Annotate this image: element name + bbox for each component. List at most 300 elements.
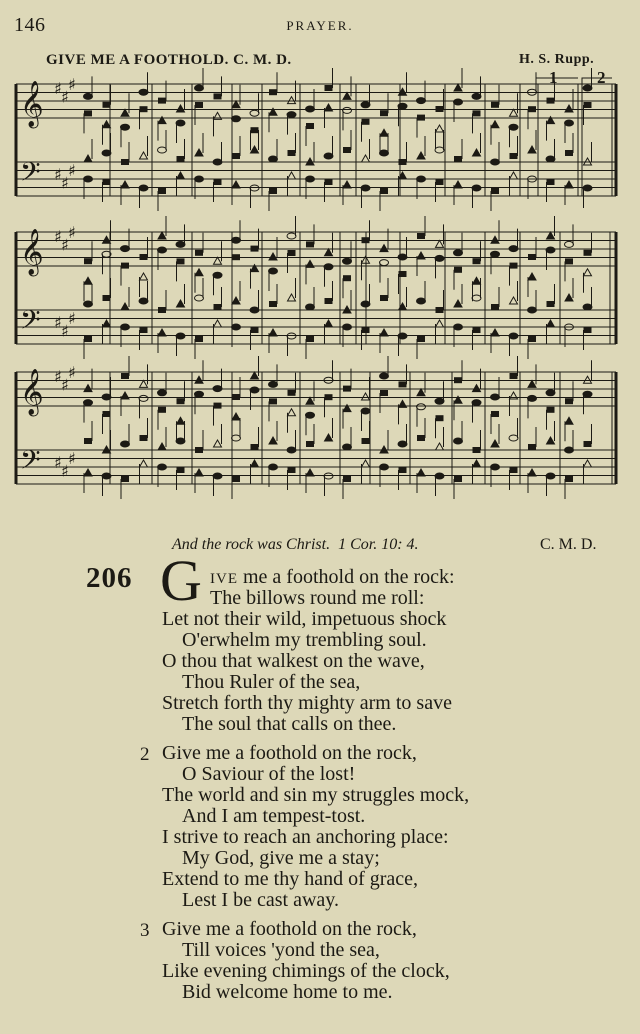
page-number: 146	[14, 14, 46, 36]
note-head	[288, 409, 296, 416]
stanza-3-number: 3	[140, 920, 150, 941]
note-head	[491, 329, 499, 336]
first-ending-number: 1	[549, 68, 558, 87]
note-head	[343, 258, 352, 264]
note-head	[528, 273, 536, 280]
note-head	[325, 104, 333, 111]
note-head	[510, 109, 518, 116]
note-head	[417, 336, 425, 342]
sharp-icon: ♯	[68, 74, 76, 94]
note-head	[195, 391, 204, 397]
note-head	[380, 245, 388, 252]
note-head	[583, 85, 592, 91]
note-head	[214, 440, 222, 447]
note-head	[195, 469, 203, 476]
note-head	[102, 394, 111, 400]
note-head	[287, 112, 296, 118]
note-head	[306, 397, 314, 404]
note-head	[121, 109, 129, 116]
note-head	[84, 277, 92, 284]
note-head	[158, 443, 166, 450]
note-head	[509, 435, 518, 441]
note-head	[195, 295, 204, 301]
note-head	[140, 327, 148, 333]
sharp-icon: ♯	[68, 222, 76, 242]
note-head	[546, 473, 555, 479]
note-head	[362, 460, 370, 467]
note-head	[177, 258, 185, 264]
note-head	[565, 241, 574, 247]
note-head	[121, 392, 129, 399]
note-head	[454, 156, 462, 162]
note-head	[214, 257, 222, 264]
note-head	[121, 303, 129, 310]
note-head	[103, 411, 111, 417]
note-head	[251, 246, 259, 252]
note-head	[213, 272, 222, 278]
note-head	[547, 232, 555, 239]
note-head	[84, 110, 92, 116]
note-head	[177, 417, 185, 424]
note-head	[232, 153, 240, 159]
note-head	[306, 469, 314, 476]
note-head	[547, 301, 555, 307]
sharp-icon: ♯	[68, 160, 76, 180]
note-head	[380, 188, 388, 194]
note-head	[84, 301, 93, 307]
note-head	[528, 146, 536, 153]
note-head	[195, 336, 203, 342]
note-head	[417, 389, 425, 396]
note-head	[306, 304, 315, 310]
note-head	[380, 464, 389, 470]
note-head	[140, 254, 148, 260]
note-head	[361, 185, 370, 191]
note-head	[214, 93, 222, 99]
note-head	[509, 246, 518, 252]
note-head	[361, 301, 370, 307]
note-head	[362, 237, 370, 243]
note-head	[565, 398, 573, 404]
note-head	[584, 376, 592, 383]
note-head	[195, 376, 203, 383]
note-head	[140, 460, 148, 467]
note-head	[269, 188, 277, 194]
note-head	[473, 460, 481, 467]
note-head	[288, 172, 296, 179]
note-head	[584, 250, 592, 256]
note-head	[473, 258, 481, 264]
note-head	[417, 252, 425, 259]
note-head	[343, 275, 351, 281]
note-head	[103, 179, 111, 185]
note-head	[565, 258, 573, 264]
note-head	[306, 336, 314, 342]
note-head	[269, 398, 277, 404]
note-head	[251, 372, 259, 379]
note-head	[362, 119, 370, 125]
note-head	[250, 387, 259, 393]
note-head	[399, 381, 407, 387]
stanza-3-line-1: Give me a foothold on the rock,	[162, 918, 417, 940]
note-head	[473, 149, 481, 156]
note-head	[472, 400, 481, 406]
running-head: PRAYER.	[286, 18, 354, 33]
note-head	[380, 150, 389, 156]
tune-composer: H. S. Rupp.	[519, 52, 595, 67]
note-head	[269, 301, 277, 307]
note-head	[435, 147, 444, 153]
note-head	[269, 329, 277, 336]
stanza-2-line-1: Give me a foothold on the rock,	[162, 742, 417, 764]
note-head	[343, 147, 351, 153]
note-head	[399, 467, 407, 473]
note-head	[195, 85, 204, 91]
note-head	[177, 300, 185, 307]
note-head	[362, 393, 370, 400]
note-head	[454, 181, 462, 188]
note-head	[436, 415, 444, 421]
note-head	[139, 298, 148, 304]
note-head	[583, 391, 592, 397]
stanza-2-line-4: And I am tempest-tost.	[182, 805, 366, 827]
note-head	[269, 268, 278, 274]
note-head	[325, 179, 333, 185]
sharp-icon: ♯	[54, 79, 62, 98]
drop-cap: G	[160, 548, 202, 613]
treble-clef-icon: 𝄞	[20, 81, 44, 127]
stanza-3-line-2: Till voices 'yond the sea,	[182, 939, 380, 961]
note-head	[417, 298, 426, 304]
note-head	[380, 390, 388, 396]
note-head	[584, 441, 592, 447]
note-head	[510, 297, 518, 304]
note-head	[176, 333, 185, 339]
stanza-2-line-3: The world and sin my struggles mock,	[162, 784, 470, 806]
note-head	[509, 333, 518, 339]
note-head	[361, 408, 370, 414]
note-head	[565, 120, 574, 126]
sharp-icon: ♯	[68, 362, 76, 382]
note-head	[436, 443, 444, 450]
note-head	[214, 179, 222, 185]
note-head	[84, 400, 93, 406]
note-head	[195, 176, 204, 182]
note-head	[269, 156, 278, 162]
note-head	[102, 150, 111, 156]
note-head	[565, 105, 573, 112]
stanza-1-line-3: Let not their wild, impetuous shock	[162, 608, 447, 630]
note-head	[343, 324, 352, 330]
note-head	[250, 110, 259, 116]
note-head	[232, 476, 240, 482]
note-head	[546, 390, 555, 396]
music-score	[0, 64, 640, 509]
note-head	[324, 264, 333, 270]
note-head	[436, 125, 444, 132]
note-head	[158, 307, 166, 313]
note-head	[269, 89, 277, 95]
note-head	[472, 185, 481, 191]
note-head	[213, 473, 222, 479]
note-head	[584, 460, 592, 467]
note-head	[232, 181, 240, 188]
note-head	[232, 435, 241, 441]
note-head	[121, 246, 130, 252]
note-head	[325, 394, 333, 400]
note-head	[491, 251, 500, 257]
note-head	[362, 438, 370, 444]
note-head	[436, 320, 444, 327]
stanza-1-line-7: Stretch forth thy mighty arm to save	[162, 692, 452, 714]
note-head	[232, 297, 240, 304]
note-head	[140, 273, 148, 280]
note-head	[454, 84, 462, 91]
note-head	[177, 172, 185, 179]
note-head	[380, 295, 388, 301]
stanza-1-line-1: IVE me a foothold on the rock:	[210, 566, 455, 588]
note-head	[491, 102, 499, 108]
note-head	[528, 395, 537, 401]
hymn-meter: C. M. D.	[540, 536, 597, 553]
note-head	[84, 176, 93, 182]
note-head	[103, 295, 111, 301]
note-head	[343, 181, 351, 188]
stanza-2-line-8: Lest I be cast away.	[182, 889, 339, 911]
note-head	[491, 440, 499, 447]
note-head	[510, 263, 518, 269]
note-head	[510, 373, 518, 379]
sharp-icon: ♯	[68, 308, 76, 328]
note-head	[583, 304, 592, 310]
note-head	[287, 447, 296, 453]
note-head	[84, 155, 92, 162]
note-head	[565, 150, 573, 156]
note-head	[306, 260, 314, 267]
note-head	[121, 441, 130, 447]
note-head	[288, 250, 296, 256]
note-head	[343, 476, 351, 482]
note-head	[84, 93, 93, 99]
note-head	[473, 385, 481, 392]
note-head	[103, 320, 111, 327]
note-head	[158, 390, 167, 396]
note-head	[546, 247, 555, 253]
note-head	[454, 324, 463, 330]
note-head	[287, 233, 296, 239]
note-head	[436, 106, 444, 112]
sharp-icon: ♯	[54, 165, 62, 184]
note-head	[436, 307, 444, 313]
note-head	[140, 106, 148, 112]
note-head	[324, 153, 333, 159]
sharp-icon: ♯	[61, 235, 69, 255]
note-head	[195, 447, 203, 453]
note-head	[491, 188, 499, 194]
note-head	[121, 263, 129, 269]
note-head	[103, 121, 111, 128]
note-head	[380, 373, 389, 379]
note-head	[288, 294, 296, 301]
note-head	[491, 159, 500, 165]
note-head	[84, 258, 92, 264]
sharp-icon: ♯	[61, 173, 69, 193]
epigraph-reference: 1 Cor. 10: 4.	[338, 536, 419, 553]
sharp-icon: ♯	[54, 313, 62, 332]
note-head	[509, 124, 518, 130]
note-head	[472, 93, 481, 99]
note-head	[343, 107, 352, 113]
note-head	[325, 434, 333, 441]
note-head	[306, 123, 314, 129]
note-head	[232, 237, 241, 243]
note-head	[399, 159, 407, 165]
note-head	[140, 435, 148, 441]
first-word-rest: IVE	[210, 571, 238, 587]
note-head	[547, 407, 555, 413]
note-head	[491, 394, 500, 400]
note-head	[417, 404, 426, 410]
note-head	[472, 295, 481, 301]
note-head	[528, 336, 536, 342]
note-head	[251, 460, 259, 467]
note-head	[140, 152, 148, 159]
sharp-icon: ♯	[61, 461, 69, 481]
note-head	[103, 236, 111, 243]
note-head	[251, 444, 259, 450]
note-head	[121, 324, 130, 330]
note-head	[232, 394, 240, 400]
note-head	[398, 333, 407, 339]
note-head	[417, 152, 425, 159]
note-head	[454, 300, 462, 307]
note-head	[84, 469, 92, 476]
note-head	[195, 102, 203, 108]
stanza-3-line-4: Bid welcome home to me.	[182, 981, 393, 1003]
note-head	[158, 247, 167, 253]
note-head	[417, 435, 425, 441]
note-head	[510, 153, 518, 159]
note-head	[195, 149, 203, 156]
note-head	[195, 250, 203, 256]
note-head	[454, 476, 462, 482]
note-head	[362, 155, 370, 162]
note-head	[417, 233, 425, 239]
note-head	[565, 447, 574, 453]
sharp-icon: ♯	[61, 375, 69, 395]
sharp-icon: ♯	[61, 87, 69, 107]
note-head	[195, 269, 203, 276]
note-head	[139, 185, 148, 191]
note-head	[214, 304, 222, 310]
note-head	[547, 437, 555, 444]
stanza-1-line-5: O thou that walkest on the wave,	[162, 650, 425, 672]
note-head	[417, 98, 426, 104]
note-head	[158, 98, 166, 104]
note-head	[139, 395, 148, 401]
note-head	[584, 102, 592, 108]
note-head	[380, 110, 388, 116]
note-head	[565, 181, 573, 188]
note-head	[547, 320, 555, 327]
note-head	[176, 438, 185, 444]
note-head	[250, 307, 259, 313]
stanza-1-line-2: The billows round me roll:	[210, 587, 425, 609]
stanza-2-line-5: I strive to reach an anchoring place:	[162, 826, 449, 848]
note-head	[547, 179, 555, 185]
note-head	[565, 294, 573, 301]
note-head	[399, 400, 407, 407]
note-head	[177, 467, 185, 473]
note-head	[398, 441, 407, 447]
sharp-icon: ♯	[54, 367, 62, 386]
epigraph-text: And the rock was Christ.	[172, 536, 331, 553]
note-head	[491, 411, 499, 417]
tune-title: GIVE ME A FOOTHOLD. C. M. D.	[46, 52, 292, 68]
sharp-icon: ♯	[68, 448, 76, 468]
note-head	[288, 390, 296, 396]
sharp-icon: ♯	[54, 453, 62, 472]
note-head	[380, 260, 389, 266]
note-head	[158, 329, 166, 336]
note-head	[103, 102, 111, 108]
note-head	[232, 254, 240, 260]
note-head	[436, 240, 444, 247]
note-head	[232, 413, 240, 420]
note-head	[288, 467, 296, 473]
note-head	[473, 277, 481, 284]
note-head	[380, 129, 388, 136]
note-head	[269, 437, 277, 444]
note-head	[288, 97, 296, 104]
note-head	[417, 469, 425, 476]
hymn-number: 206	[86, 562, 133, 594]
note-head	[306, 241, 314, 247]
note-head	[213, 159, 222, 165]
note-head	[398, 254, 407, 260]
note-head	[84, 336, 92, 342]
sharp-icon: ♯	[61, 321, 69, 341]
note-head	[528, 106, 536, 112]
stanza-2-line-6: My God, give me a stay;	[182, 847, 380, 869]
note-head	[102, 473, 111, 479]
note-head	[343, 444, 352, 450]
note-head	[454, 377, 462, 383]
note-head	[454, 438, 463, 444]
note-head	[177, 156, 185, 162]
note-head	[158, 188, 166, 194]
note-head	[399, 271, 407, 277]
note-head	[343, 386, 351, 392]
sharp-icon: ♯	[54, 227, 62, 246]
note-head	[251, 146, 259, 153]
note-head	[473, 447, 481, 453]
note-head	[158, 464, 167, 470]
note-head	[251, 327, 259, 333]
epigraph	[172, 536, 419, 554]
note-head	[325, 320, 333, 327]
note-head	[510, 172, 518, 179]
note-head	[214, 403, 222, 409]
note-head	[176, 120, 185, 126]
note-head	[436, 179, 444, 185]
treble-clef-icon: 𝄞	[20, 229, 44, 275]
note-head	[269, 464, 278, 470]
note-head	[565, 417, 573, 424]
note-head	[177, 105, 185, 112]
note-head	[584, 327, 592, 333]
note-head	[528, 469, 536, 476]
